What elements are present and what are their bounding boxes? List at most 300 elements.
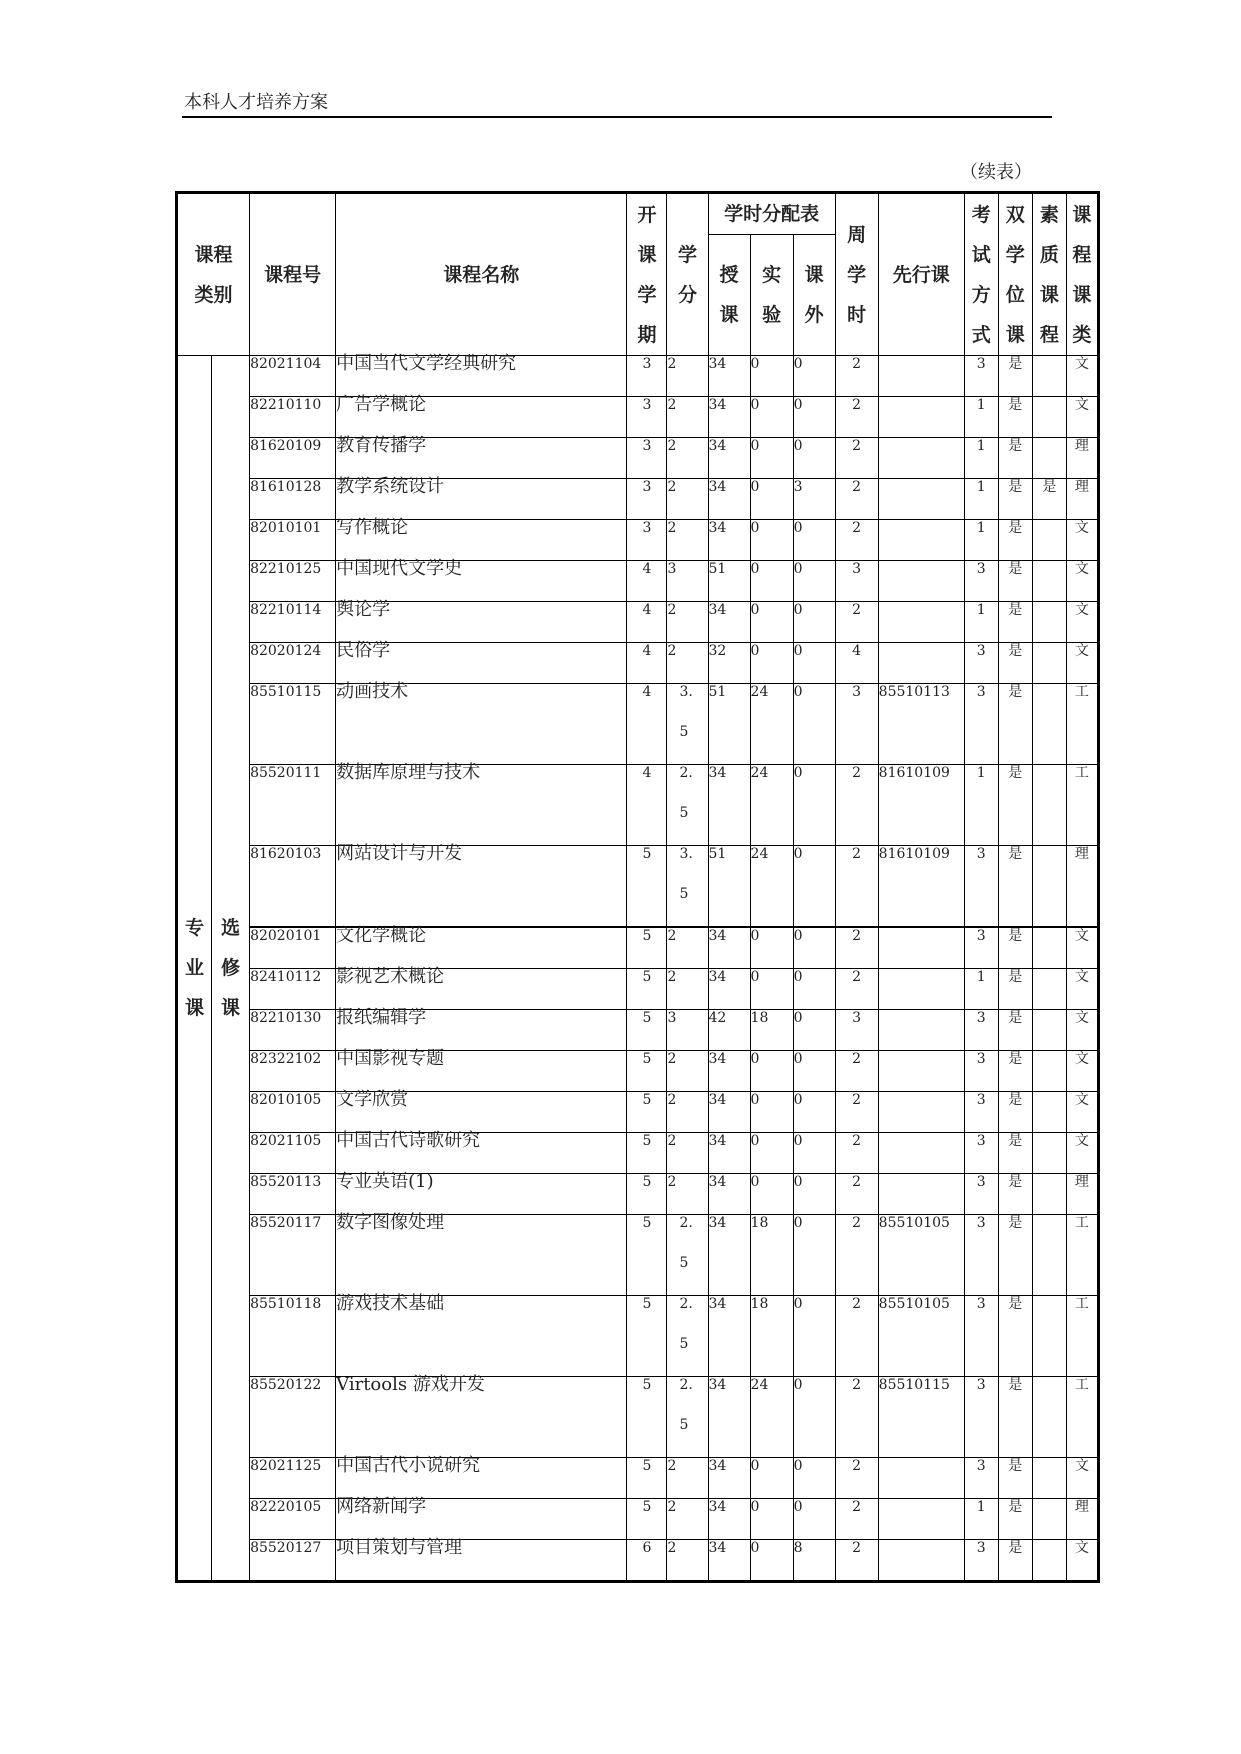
cell-extra: 0 xyxy=(793,1174,835,1215)
cell-quality xyxy=(1032,1540,1066,1582)
cell-lab: 0 xyxy=(750,1051,793,1092)
cell-name: 网络新闻学 xyxy=(336,1499,627,1540)
cell-exam: 1 xyxy=(964,969,998,1010)
cell-prereq xyxy=(878,643,964,684)
cell-extra: 0 xyxy=(793,438,835,479)
cell-extra: 8 xyxy=(793,1540,835,1582)
cell-prereq xyxy=(878,479,964,520)
cell-weekly: 4 xyxy=(835,643,878,684)
table-row xyxy=(177,397,1099,438)
cell-dual: 是 xyxy=(998,643,1032,684)
cell-name: Virtools 游戏开发 xyxy=(336,1377,627,1458)
cell-exam: 3 xyxy=(964,643,998,684)
cell-credit: 2 xyxy=(667,969,708,1010)
cell-extra: 0 xyxy=(793,1051,835,1092)
cell-dual: 是 xyxy=(998,1499,1032,1540)
cell-quality xyxy=(1032,643,1066,684)
cell-weekly: 2 xyxy=(835,356,878,397)
cell-dual: 是 xyxy=(998,1377,1032,1458)
credit-part-b: 5 xyxy=(679,886,689,902)
table-row xyxy=(177,1215,1099,1296)
cell-code: 82020124 xyxy=(250,643,336,684)
cell-term: 4 xyxy=(627,765,667,846)
table-body xyxy=(177,353,1099,1582)
cell-cls: 工 xyxy=(1066,1215,1098,1296)
cell-prereq xyxy=(878,1010,964,1051)
cell-cls: 文 xyxy=(1066,520,1098,561)
header-quality xyxy=(1032,193,1066,356)
cell-exam: 3 xyxy=(964,1051,998,1092)
cell-credit: 2 xyxy=(667,1540,708,1582)
cell-credit: 2 xyxy=(667,520,708,561)
table-row xyxy=(177,479,1099,520)
cell-prereq xyxy=(878,561,964,602)
cell-term: 5 xyxy=(627,1174,667,1215)
cell-cls: 文 xyxy=(1066,1010,1098,1051)
cell-term: 5 xyxy=(627,1377,667,1458)
cell-quality xyxy=(1032,765,1066,846)
cell-prereq xyxy=(878,969,964,1010)
cell-prereq xyxy=(878,1051,964,1092)
cell-extra: 0 xyxy=(793,1010,835,1051)
cell-lab: 18 xyxy=(750,1010,793,1051)
table-row xyxy=(177,927,1099,969)
cell-exam: 3 xyxy=(964,1133,998,1174)
cell-lab: 18 xyxy=(750,1296,793,1377)
cell-code: 85520111 xyxy=(250,765,336,846)
cell-credit: 2 xyxy=(667,1092,708,1133)
cell-prereq xyxy=(878,520,964,561)
cell-term: 4 xyxy=(627,602,667,643)
cell-quality: 是 xyxy=(1032,479,1066,520)
cell-cls: 文 xyxy=(1066,1051,1098,1092)
cell-code: 85520117 xyxy=(250,1215,336,1296)
cell-dual: 是 xyxy=(998,765,1032,846)
table-row xyxy=(177,1133,1099,1174)
cell-lecture: 51 xyxy=(708,561,750,602)
cell-credit: 2 xyxy=(667,1051,708,1092)
header-credit-text: 学分 xyxy=(678,243,698,306)
cell-code: 82220105 xyxy=(250,1499,336,1540)
cell-name: 中国现代文学史 xyxy=(336,561,627,602)
cell-code: 82010101 xyxy=(250,520,336,561)
credit-part-a: 3. xyxy=(679,846,693,862)
cell-prereq xyxy=(878,1458,964,1499)
cell-quality xyxy=(1032,397,1066,438)
cell-lab: 0 xyxy=(750,602,793,643)
table-row xyxy=(177,1540,1099,1582)
cell-quality xyxy=(1032,520,1066,561)
cell-credit xyxy=(667,1296,708,1377)
cell-dual: 是 xyxy=(998,397,1032,438)
cell-credit: 2 xyxy=(667,1174,708,1215)
table-row xyxy=(177,1174,1099,1215)
cell-weekly: 2 xyxy=(835,1051,878,1092)
cell-code: 82210125 xyxy=(250,561,336,602)
cell-code: 82010105 xyxy=(250,1092,336,1133)
cell-dual: 是 xyxy=(998,1215,1032,1296)
cell-exam: 3 xyxy=(964,684,998,765)
cell-term: 5 xyxy=(627,1499,667,1540)
cell-name: 文学欣赏 xyxy=(336,1092,627,1133)
cell-weekly: 2 xyxy=(835,1499,878,1540)
cell-credit: 2 xyxy=(667,643,708,684)
cell-code: 82021104 xyxy=(250,356,336,397)
cell-term: 3 xyxy=(627,356,667,397)
cell-lab: 0 xyxy=(750,643,793,684)
header-exam xyxy=(964,193,998,356)
cell-exam: 1 xyxy=(964,520,998,561)
cell-dual: 是 xyxy=(998,479,1032,520)
cell-extra: 0 xyxy=(793,1092,835,1133)
cell-cls: 文 xyxy=(1066,356,1098,397)
cell-quality xyxy=(1032,927,1066,969)
header-extra xyxy=(793,235,835,356)
header-prereq: 先行课 xyxy=(878,193,964,356)
cell-lecture: 34 xyxy=(708,1133,750,1174)
cell-prereq xyxy=(878,1133,964,1174)
cell-prereq: 81610109 xyxy=(878,765,964,846)
cell-dual: 是 xyxy=(998,1133,1032,1174)
cell-quality xyxy=(1032,1499,1066,1540)
cell-code: 82021125 xyxy=(250,1458,336,1499)
cell-dual: 是 xyxy=(998,927,1032,969)
table-row xyxy=(177,1458,1099,1499)
cell-weekly: 2 xyxy=(835,1174,878,1215)
cell-extra: 0 xyxy=(793,1296,835,1377)
cell-credit: 2 xyxy=(667,602,708,643)
table-row xyxy=(177,561,1099,602)
cell-extra: 0 xyxy=(793,969,835,1010)
cell-extra: 0 xyxy=(793,684,835,765)
cell-code: 82210114 xyxy=(250,602,336,643)
cell-term: 5 xyxy=(627,846,667,928)
cell-exam: 3 xyxy=(964,1458,998,1499)
table-row xyxy=(177,1092,1099,1133)
table-row xyxy=(177,520,1099,561)
cell-exam: 3 xyxy=(964,561,998,602)
cell-weekly: 2 xyxy=(835,1092,878,1133)
header-name: 课程名称 xyxy=(336,193,627,356)
cell-cls: 工 xyxy=(1066,765,1098,846)
cell-term: 4 xyxy=(627,684,667,765)
cell-quality xyxy=(1032,1133,1066,1174)
cell-name: 影视艺术概论 xyxy=(336,969,627,1010)
cell-extra: 0 xyxy=(793,846,835,928)
cell-term: 5 xyxy=(627,927,667,969)
header-weekly xyxy=(835,193,878,356)
cell-name: 中国古代诗歌研究 xyxy=(336,1133,627,1174)
cell-lab: 0 xyxy=(750,520,793,561)
cell-code: 82210110 xyxy=(250,397,336,438)
cell-quality xyxy=(1032,1010,1066,1051)
cell-lab: 0 xyxy=(750,438,793,479)
cell-exam: 3 xyxy=(964,1010,998,1051)
table-row xyxy=(177,1051,1099,1092)
credit-part-a: 2. xyxy=(679,1215,693,1231)
cell-dual: 是 xyxy=(998,1540,1032,1582)
cell-dual: 是 xyxy=(998,1051,1032,1092)
cell-credit: 2 xyxy=(667,479,708,520)
cell-weekly: 2 xyxy=(835,438,878,479)
header-lab-text: 实验 xyxy=(762,264,782,326)
cell-cls: 工 xyxy=(1066,684,1098,765)
cell-dual: 是 xyxy=(998,969,1032,1010)
cell-cls: 工 xyxy=(1066,1377,1098,1458)
cell-prereq xyxy=(878,356,964,397)
cell-prereq xyxy=(878,397,964,438)
cell-lecture: 34 xyxy=(708,969,750,1010)
cell-extra: 0 xyxy=(793,602,835,643)
cell-cls: 理 xyxy=(1066,479,1098,520)
table-row xyxy=(177,684,1099,765)
cell-lecture: 34 xyxy=(708,356,750,397)
cell-extra: 0 xyxy=(793,1377,835,1458)
cell-cls: 文 xyxy=(1066,927,1098,969)
credit-part-a: 2. xyxy=(679,1377,693,1393)
cell-cls: 工 xyxy=(1066,1296,1098,1377)
credit-part-b: 5 xyxy=(679,724,689,740)
cell-code: 82020101 xyxy=(250,927,336,969)
cell-code: 82210130 xyxy=(250,1010,336,1051)
cell-code: 85510118 xyxy=(250,1296,336,1377)
cell-weekly: 2 xyxy=(835,1377,878,1458)
cell-weekly: 3 xyxy=(835,684,878,765)
cell-lab: 0 xyxy=(750,1092,793,1133)
cell-exam: 1 xyxy=(964,602,998,643)
cell-code: 85520113 xyxy=(250,1174,336,1215)
cell-prereq: 85510105 xyxy=(878,1215,964,1296)
cell-weekly: 2 xyxy=(835,520,878,561)
header-quality-text: 素质课程 xyxy=(1039,203,1059,346)
cell-cls: 理 xyxy=(1066,1174,1098,1215)
cell-lab: 0 xyxy=(750,479,793,520)
cell-quality xyxy=(1032,1377,1066,1458)
cell-name: 动画技术 xyxy=(336,684,627,765)
cell-credit: 2 xyxy=(667,356,708,397)
header-weekly-text: 周学时 xyxy=(847,223,867,326)
cell-name: 写作概论 xyxy=(336,520,627,561)
cell-credit: 2 xyxy=(667,438,708,479)
cell-name: 广告学概论 xyxy=(336,397,627,438)
cell-lecture: 34 xyxy=(708,1499,750,1540)
cell-quality xyxy=(1032,1174,1066,1215)
cell-weekly: 3 xyxy=(835,1010,878,1051)
header-term-text: 开课学期 xyxy=(637,203,657,346)
cell-lab: 18 xyxy=(750,1215,793,1296)
credit-part-b: 5 xyxy=(679,805,689,821)
cell-lecture: 34 xyxy=(708,520,750,561)
cell-dual: 是 xyxy=(998,1092,1032,1133)
header-category-text: 课程类别 xyxy=(194,243,233,306)
cell-weekly: 2 xyxy=(835,969,878,1010)
cell-lab: 0 xyxy=(750,561,793,602)
cell-name: 中国当代文学经典研究 xyxy=(336,356,627,397)
header-extra-text: 课外 xyxy=(804,264,824,326)
cell-dual: 是 xyxy=(998,684,1032,765)
cell-extra: 0 xyxy=(793,561,835,602)
cell-credit: 2 xyxy=(667,1133,708,1174)
cell-prereq xyxy=(878,438,964,479)
cell-name: 文化学概论 xyxy=(336,927,627,969)
cell-name: 报纸编辑学 xyxy=(336,1010,627,1051)
credit-part-a: 3. xyxy=(679,684,693,700)
cell-lab: 0 xyxy=(750,969,793,1010)
cell-prereq xyxy=(878,927,964,969)
cell-extra: 0 xyxy=(793,356,835,397)
cell-term: 5 xyxy=(627,1133,667,1174)
cell-credit: 3 xyxy=(667,1010,708,1051)
cell-dual: 是 xyxy=(998,1296,1032,1377)
cell-name: 民俗学 xyxy=(336,643,627,684)
credit-part-a: 2. xyxy=(679,1296,693,1312)
credit-part-b: 5 xyxy=(679,1417,689,1433)
cell-lab: 24 xyxy=(750,684,793,765)
cell-term: 4 xyxy=(627,561,667,602)
page-header xyxy=(182,86,1052,118)
cell-lab: 0 xyxy=(750,1458,793,1499)
cell-extra: 0 xyxy=(793,520,835,561)
cell-name: 中国影视专题 xyxy=(336,1051,627,1092)
table-row xyxy=(177,643,1099,684)
cell-code: 82410112 xyxy=(250,969,336,1010)
cell-term: 5 xyxy=(627,1092,667,1133)
cell-dual: 是 xyxy=(998,356,1032,397)
cell-lecture: 34 xyxy=(708,1458,750,1499)
cell-name: 教学系统设计 xyxy=(336,479,627,520)
cell-exam: 3 xyxy=(964,1377,998,1458)
cell-quality xyxy=(1032,1296,1066,1377)
cell-term: 3 xyxy=(627,520,667,561)
cell-cls: 文 xyxy=(1066,561,1098,602)
cell-prereq xyxy=(878,1174,964,1215)
table-row xyxy=(177,438,1099,479)
cell-dual: 是 xyxy=(998,602,1032,643)
cell-lab: 0 xyxy=(750,1174,793,1215)
cell-prereq: 81610109 xyxy=(878,846,964,928)
cell-name: 网站设计与开发 xyxy=(336,846,627,928)
cell-term: 5 xyxy=(627,1296,667,1377)
cell-code: 85520122 xyxy=(250,1377,336,1458)
table-row xyxy=(177,1499,1099,1540)
cell-term: 3 xyxy=(627,397,667,438)
cell-prereq xyxy=(878,1092,964,1133)
cell-lecture: 34 xyxy=(708,1092,750,1133)
cell-cls: 文 xyxy=(1066,643,1098,684)
table-row xyxy=(177,1296,1099,1377)
cell-term: 5 xyxy=(627,1010,667,1051)
cell-dual: 是 xyxy=(998,520,1032,561)
cell-lecture: 51 xyxy=(708,846,750,928)
cell-quality xyxy=(1032,438,1066,479)
header-exam-text: 考试方式 xyxy=(971,203,991,346)
cell-extra: 0 xyxy=(793,1215,835,1296)
cell-name: 教育传播学 xyxy=(336,438,627,479)
cell-cls: 文 xyxy=(1066,1092,1098,1133)
cell-code: 81620103 xyxy=(250,846,336,928)
cell-extra: 0 xyxy=(793,1133,835,1174)
header-hours-group: 学时分配表 xyxy=(708,193,835,235)
cell-weekly: 2 xyxy=(835,1458,878,1499)
cell-term: 5 xyxy=(627,1215,667,1296)
cell-weekly: 2 xyxy=(835,1540,878,1582)
cell-prereq xyxy=(878,1540,964,1582)
cell-cls: 文 xyxy=(1066,1133,1098,1174)
cell-exam: 1 xyxy=(964,765,998,846)
cell-extra: 0 xyxy=(793,927,835,969)
header-credit xyxy=(667,193,708,356)
cell-credit: 2 xyxy=(667,927,708,969)
cell-term: 5 xyxy=(627,969,667,1010)
cell-extra: 3 xyxy=(793,479,835,520)
cell-quality xyxy=(1032,846,1066,928)
cell-credit xyxy=(667,1215,708,1296)
cell-lecture: 34 xyxy=(708,1540,750,1582)
cell-quality xyxy=(1032,602,1066,643)
cell-name: 游戏技术基础 xyxy=(336,1296,627,1377)
header-category xyxy=(177,193,250,356)
cell-lab: 0 xyxy=(750,1499,793,1540)
cell-weekly: 2 xyxy=(835,1215,878,1296)
cell-code: 85520127 xyxy=(250,1540,336,1582)
cell-credit xyxy=(667,1377,708,1458)
cell-weekly: 2 xyxy=(835,602,878,643)
cell-extra: 0 xyxy=(793,1499,835,1540)
cell-lecture: 34 xyxy=(708,765,750,846)
header-dual-text: 双学位课 xyxy=(1005,203,1025,346)
cell-exam: 3 xyxy=(964,1296,998,1377)
category-sub-text: 选修课 xyxy=(221,917,241,1019)
cell-lab: 0 xyxy=(750,927,793,969)
cell-exam: 1 xyxy=(964,438,998,479)
course-table xyxy=(175,191,1100,1583)
cell-term: 3 xyxy=(627,479,667,520)
header-class-text: 课程课类 xyxy=(1072,203,1092,346)
cell-lecture: 34 xyxy=(708,602,750,643)
cell-exam: 1 xyxy=(964,1499,998,1540)
cell-prereq: 85510115 xyxy=(878,1377,964,1458)
table-row xyxy=(177,356,1099,397)
cell-term: 3 xyxy=(627,438,667,479)
cell-exam: 3 xyxy=(964,356,998,397)
cell-exam: 1 xyxy=(964,479,998,520)
cell-credit xyxy=(667,765,708,846)
cell-term: 5 xyxy=(627,1051,667,1092)
cell-quality xyxy=(1032,561,1066,602)
table-row xyxy=(177,765,1099,846)
header-lecture xyxy=(708,235,750,356)
cell-exam: 1 xyxy=(964,397,998,438)
table-row xyxy=(177,969,1099,1010)
cell-dual: 是 xyxy=(998,1458,1032,1499)
cell-dual: 是 xyxy=(998,438,1032,479)
cell-name: 数据库原理与技术 xyxy=(336,765,627,846)
cell-lecture: 34 xyxy=(708,1051,750,1092)
table-row xyxy=(177,846,1099,928)
cell-name: 项目策划与管理 xyxy=(336,1540,627,1582)
cell-lecture: 34 xyxy=(708,1296,750,1377)
cell-lab: 0 xyxy=(750,1133,793,1174)
cell-code: 81620109 xyxy=(250,438,336,479)
cell-lab: 24 xyxy=(750,765,793,846)
cell-lecture: 34 xyxy=(708,438,750,479)
cell-weekly: 2 xyxy=(835,846,878,928)
cell-cls: 理 xyxy=(1066,846,1098,928)
cell-lecture: 34 xyxy=(708,1377,750,1458)
cell-quality xyxy=(1032,356,1066,397)
cell-lab: 0 xyxy=(750,397,793,438)
cell-cls: 文 xyxy=(1066,1540,1098,1582)
